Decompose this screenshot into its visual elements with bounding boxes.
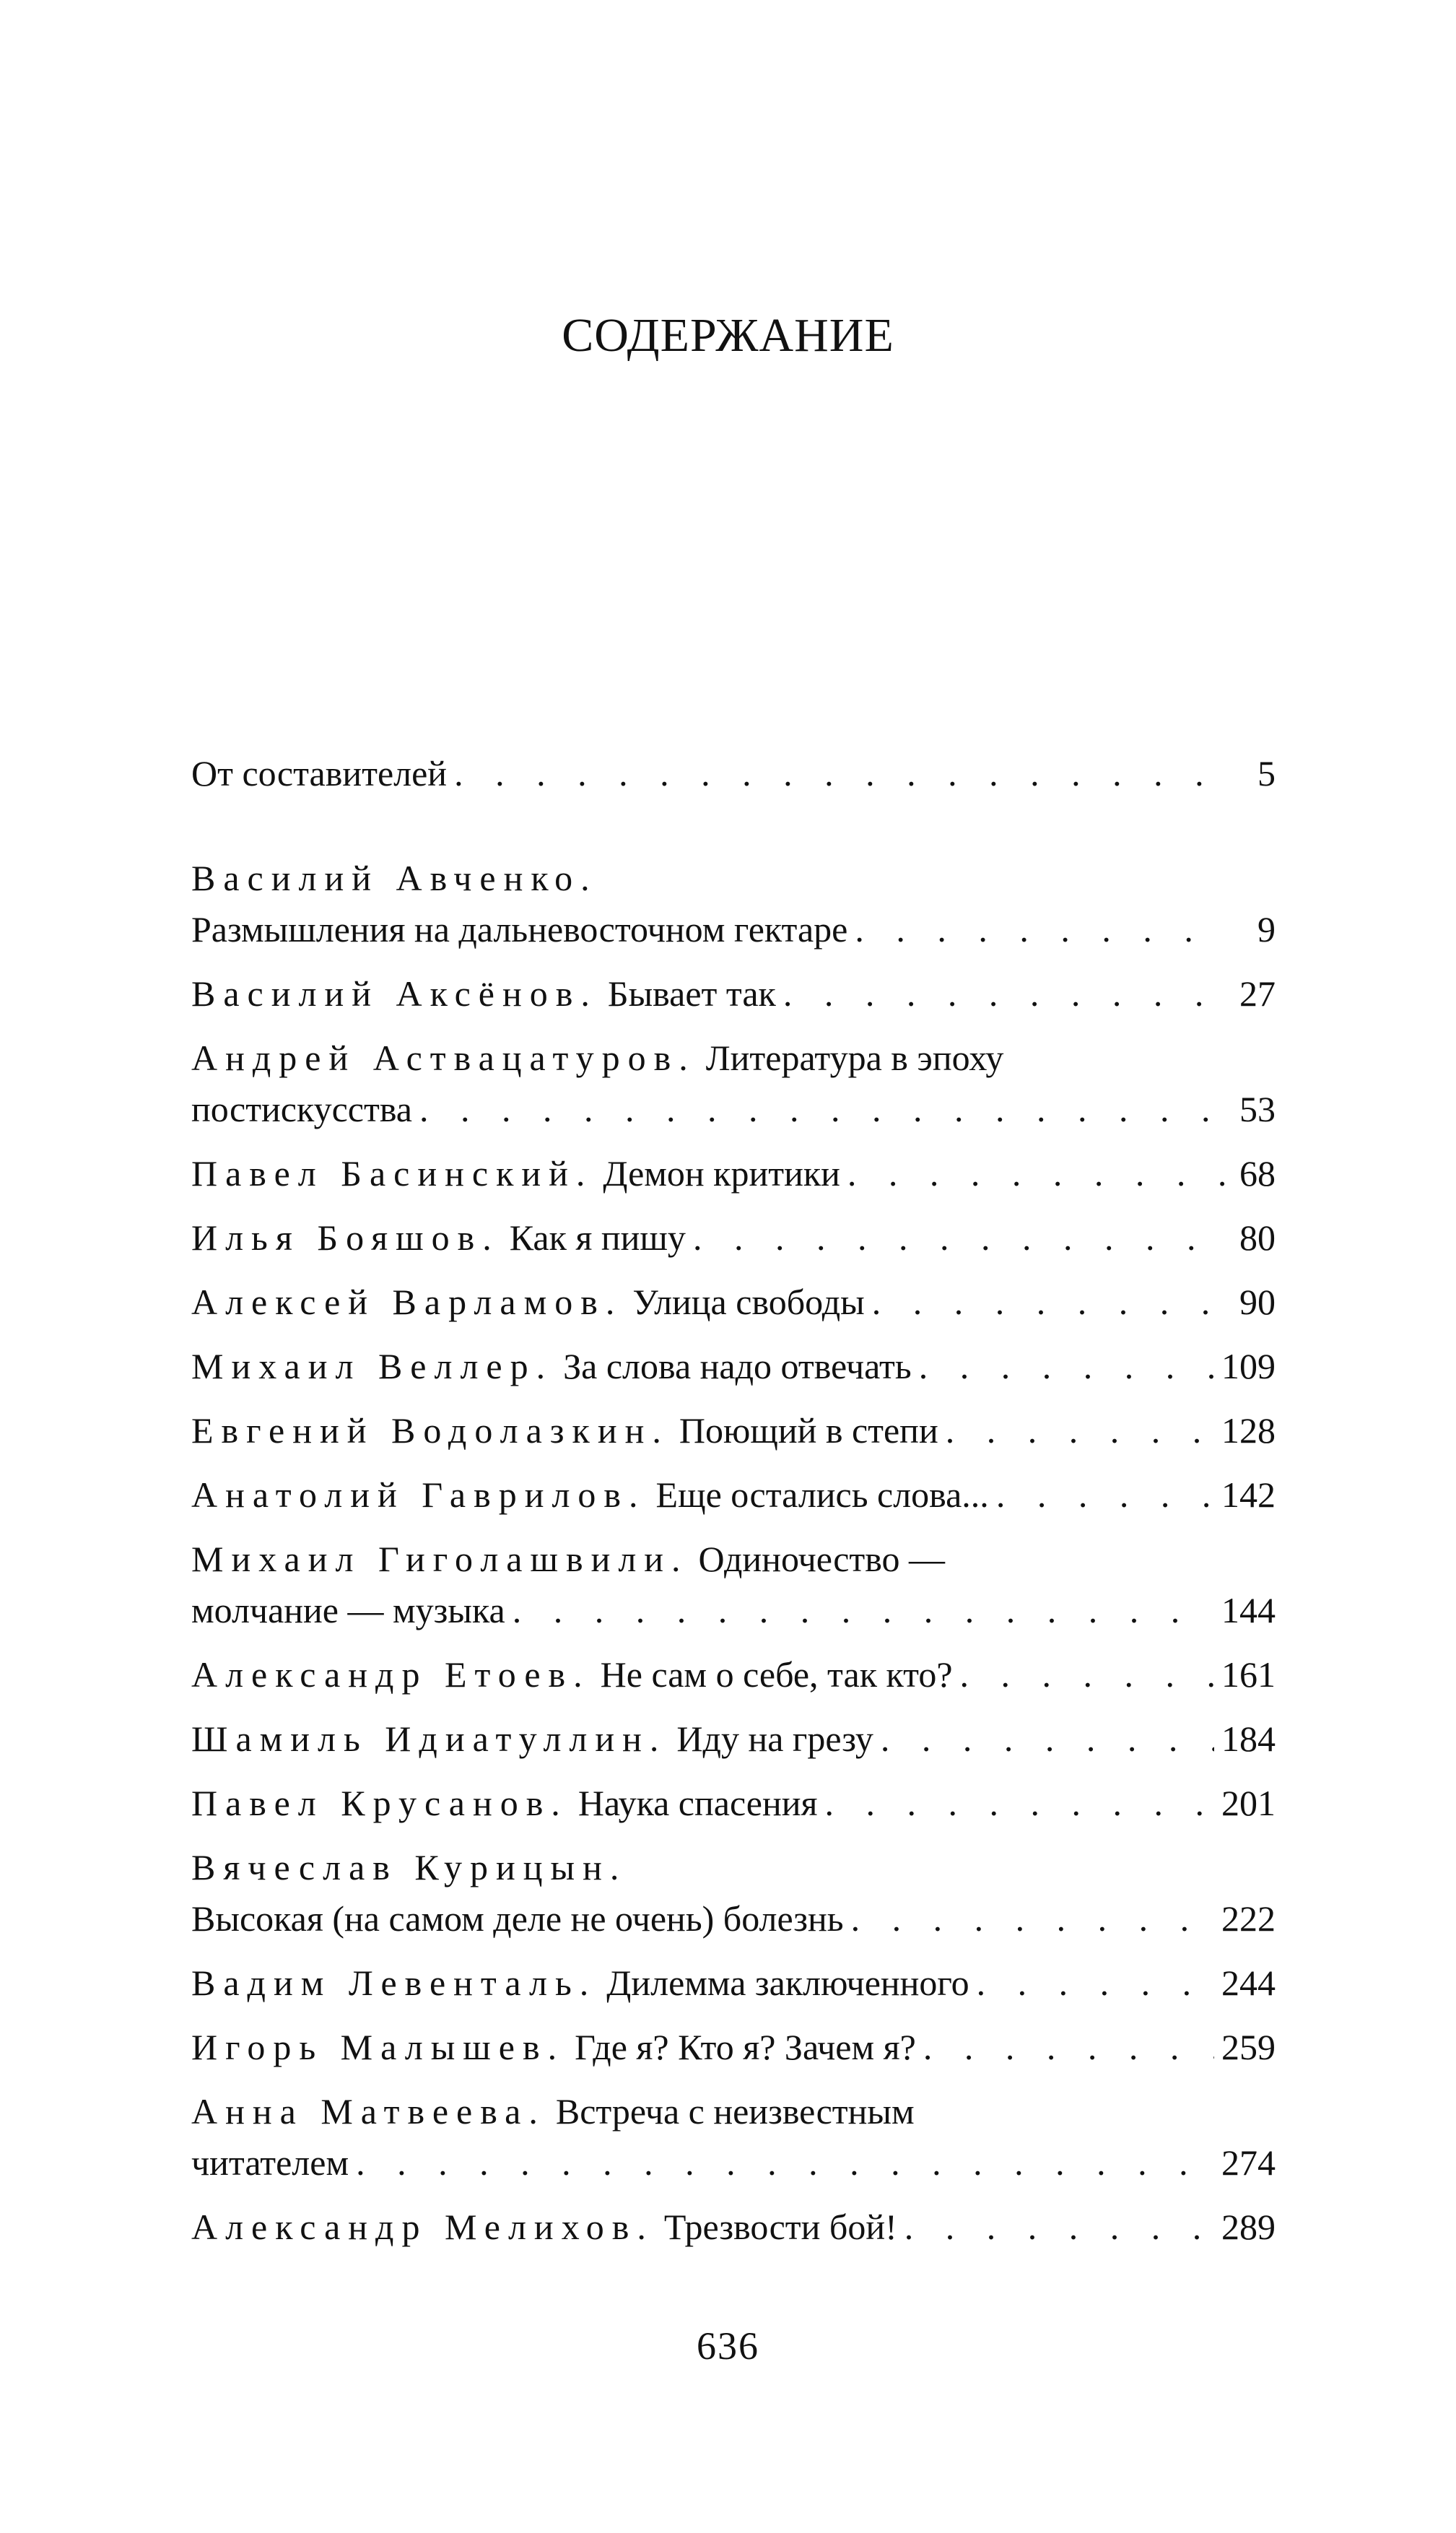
entry-title-continued: постискусства: [191, 1089, 412, 1129]
toc-entry: [191, 1778, 1276, 1829]
page-folio-number: 636: [697, 2324, 759, 2368]
entry-title: Как я пишу: [509, 1217, 686, 1258]
entry-author: Александр Етоев.: [191, 1654, 590, 1695]
toc-line: [191, 2137, 1276, 2189]
toc-line: [191, 1585, 1276, 1636]
toc-line: [191, 1405, 1276, 1456]
entry-author: Александр Мелихов.: [191, 2207, 654, 2247]
page-number: 289: [1221, 2207, 1276, 2247]
entry-title: От составителей: [191, 753, 448, 794]
toc-entry: [191, 1469, 1276, 1521]
entry-author: Михаил Гиголашвили.: [191, 1539, 689, 1579]
toc-entry: [191, 748, 1276, 799]
table-of-contents: [191, 748, 1276, 2253]
toc-line: [191, 968, 1276, 1020]
page-number: 244: [1221, 1963, 1276, 2003]
toc-entry: [191, 1148, 1276, 1199]
entry-title: Встреча с неизвестным: [555, 2091, 915, 2132]
page-title: СОДЕРЖАНИЕ: [562, 309, 894, 362]
toc-entry: [191, 1033, 1276, 1135]
toc-entry: [191, 2022, 1276, 2073]
dot-leader: [872, 1277, 1225, 1328]
dot-leader: [851, 1893, 1214, 1945]
page-number: 144: [1221, 1590, 1276, 1630]
entry-title-continued: молчание — музыка: [191, 1590, 505, 1630]
toc-entry: [191, 2086, 1276, 2189]
toc-line: [191, 1341, 1276, 1392]
dot-leader: [824, 1778, 1214, 1829]
toc-entry: [191, 1649, 1276, 1700]
entry-title: Дилемма заключенного: [606, 1963, 969, 2003]
dot-leader: [419, 1084, 1225, 1135]
toc-line: [191, 1893, 1276, 1945]
toc-line: [191, 1277, 1276, 1328]
page-number: 109: [1221, 1346, 1276, 1386]
entry-title: Трезвости бой!: [663, 2207, 897, 2247]
entry-title: Литература в эпоху: [705, 1038, 1004, 1078]
toc-line: [191, 1148, 1276, 1199]
toc-entry: [191, 1405, 1276, 1456]
entry-title: Наука спасения: [577, 1783, 818, 1823]
toc-entry: [191, 1534, 1276, 1636]
dot-leader: [693, 1212, 1225, 1264]
entry-author: Анна Матвеева.: [191, 2091, 546, 2132]
toc-line: [191, 853, 1276, 904]
dot-leader: [904, 2202, 1214, 2253]
toc-entry: [191, 1842, 1276, 1945]
dot-leader: [996, 1469, 1214, 1521]
entry-title: Бывает так: [607, 973, 776, 1014]
entry-author: Вячеслав Курицын.: [191, 1847, 627, 1887]
entry-author: Вадим Левенталь.: [191, 1963, 597, 2003]
toc-line: [191, 2022, 1276, 2073]
toc-line: [191, 2086, 1276, 2137]
entry-author: Алексей Варламов.: [191, 1282, 623, 1322]
toc-line: [191, 1778, 1276, 1829]
page-number: 9: [1257, 909, 1276, 950]
dot-leader: [923, 2022, 1214, 2073]
toc-entry: [191, 1277, 1276, 1328]
entry-title: За слова надо отвечать: [563, 1346, 912, 1386]
dot-leader: [454, 748, 1225, 799]
entry-author: Анатолий Гаврилов.: [191, 1474, 646, 1515]
page-number: 27: [1239, 973, 1276, 1014]
entry-title: Где я? Кто я? Зачем я?: [575, 2027, 916, 2067]
toc-entry: [191, 1341, 1276, 1392]
entry-title: Не сам о себе, так кто?: [600, 1654, 953, 1695]
dot-leader: [356, 2137, 1214, 2189]
toc-entry: [191, 853, 1276, 955]
page-number: 5: [1257, 753, 1276, 794]
page-number: 142: [1221, 1474, 1276, 1515]
entry-title: Иду на грезу: [676, 1719, 873, 1759]
toc-entry: [191, 2202, 1276, 2253]
toc-line: [191, 748, 1276, 799]
page-number: 201: [1221, 1783, 1276, 1823]
page-number: 90: [1239, 1282, 1276, 1322]
toc-line: [191, 1084, 1276, 1135]
dot-leader: [847, 1148, 1225, 1199]
dot-leader: [855, 904, 1225, 955]
toc-line: [191, 1649, 1276, 1700]
page-number: 128: [1221, 1410, 1276, 1451]
entry-author: Игорь Малышев.: [191, 2027, 565, 2067]
toc-line: [191, 904, 1276, 955]
entry-title: Поющий в степи: [679, 1410, 938, 1451]
page-number: 184: [1221, 1719, 1276, 1759]
entry-author: Михаил Веллер.: [191, 1346, 554, 1386]
toc-line: [191, 1033, 1276, 1084]
toc-entry: [191, 1958, 1276, 2009]
entry-title: Еще остались слова...: [655, 1474, 989, 1515]
page-number: 161: [1221, 1654, 1276, 1695]
toc-line: [191, 1958, 1276, 2009]
entry-author: Василий Авченко.: [191, 858, 598, 898]
entry-author: Шамиль Идиатуллин.: [191, 1719, 667, 1759]
toc-line: [191, 1212, 1276, 1264]
toc-entry: [191, 1713, 1276, 1765]
entry-title: Размышления на дальневосточном гектаре: [191, 909, 848, 950]
page-number: 53: [1239, 1089, 1276, 1129]
toc-line: [191, 2202, 1276, 2253]
toc-line: [191, 1713, 1276, 1765]
dot-leader: [783, 968, 1225, 1020]
toc-entry: [191, 1212, 1276, 1264]
entry-author: Павел Басинский.: [191, 1153, 593, 1194]
page-number: 222: [1221, 1898, 1276, 1939]
entry-author: Василий Аксёнов.: [191, 973, 598, 1014]
toc-entry: [191, 968, 1276, 1020]
dot-leader: [513, 1585, 1214, 1636]
entry-author: Илья Бояшов.: [191, 1217, 500, 1258]
entry-title-continued: читателем: [191, 2142, 349, 2183]
toc-line: [191, 1842, 1276, 1893]
entry-title: Демон критики: [603, 1153, 840, 1194]
toc-line: [191, 1469, 1276, 1521]
dot-leader: [960, 1649, 1214, 1700]
dot-leader: [881, 1713, 1214, 1765]
toc-line: [191, 1534, 1276, 1585]
dot-leader: [919, 1341, 1214, 1392]
dot-leader: [946, 1405, 1214, 1456]
page-number: 68: [1239, 1153, 1276, 1194]
entry-author: Евгений Водолазкин.: [191, 1410, 669, 1451]
page-number: 80: [1239, 1217, 1276, 1258]
page-number: 274: [1221, 2142, 1276, 2183]
dot-leader: [977, 1958, 1214, 2009]
entry-title: Одиночество —: [698, 1539, 946, 1579]
entry-title: Улица свободы: [632, 1282, 865, 1322]
entry-author: Андрей Аствацатуров.: [191, 1038, 696, 1078]
entry-title: Высокая (на самом деле не очень) болезнь: [191, 1898, 844, 1939]
page-number: 259: [1221, 2027, 1276, 2067]
entry-author: Павел Крусанов.: [191, 1783, 568, 1823]
